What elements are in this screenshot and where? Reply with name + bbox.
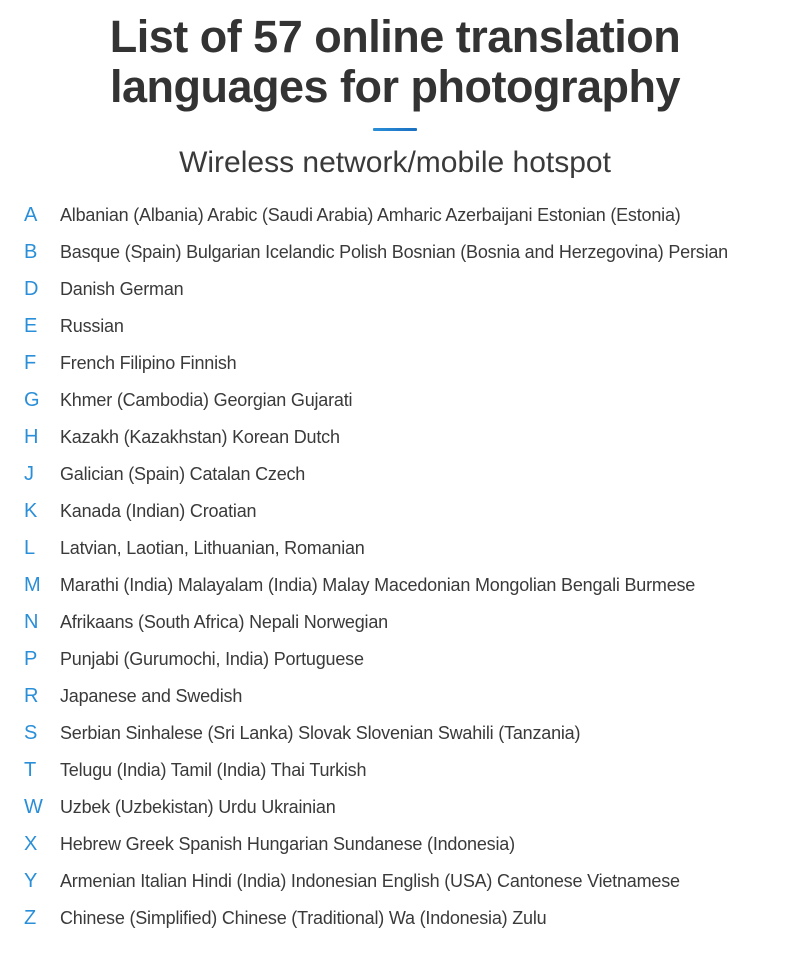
language-row [0,826,790,863]
language-row [0,308,790,345]
language-row [0,271,790,308]
language-row [0,641,790,678]
language-row [0,900,790,937]
language-names: Kazakh (Kazakhstan) Korean Dutch [60,427,340,447]
language-names: French Filipino Finnish [60,353,237,373]
index-letter: L [24,537,36,559]
index-letter: R [24,685,39,707]
language-row [0,752,790,789]
language-row [0,345,790,382]
index-letter: H [24,426,39,448]
index-letter: K [24,500,38,522]
language-names: Punjabi (Gurumochi, India) Portuguese [60,649,364,669]
language-row [0,197,790,234]
title-line-2: languages for photography [109,61,681,112]
language-row [0,567,790,604]
index-letter: E [24,315,38,337]
index-letter: X [24,833,38,855]
index-letter: D [24,278,39,300]
index-letter: Z [24,907,37,929]
language-names: Latvian, Laotian, Lithuanian, Romanian [60,538,365,558]
index-letter: A [24,204,38,226]
language-names: Afrikaans (South Africa) Nepali Norwegian [60,612,388,632]
page-header [0,0,790,181]
language-row [0,493,790,530]
language-row [0,789,790,826]
language-row [0,456,790,493]
language-row [0,863,790,900]
index-letter: Y [24,870,38,892]
language-row [0,715,790,752]
index-letter: J [24,463,34,485]
language-names: Telugu (India) Tamil (India) Thai Turkish [60,760,367,780]
language-row [0,604,790,641]
language-names: Danish German [60,279,184,299]
language-row [0,419,790,456]
language-names: Hebrew Greek Spanish Hungarian Sundanese (Indonesia) [60,834,515,854]
index-letter: F [24,352,37,374]
language-names: Russian [60,316,124,336]
language-names: Japanese and Swedish [60,686,243,706]
language-row [0,678,790,715]
index-letter: M [24,574,41,596]
index-letter: B [24,241,38,263]
language-names: Marathi (India) Malayalam (India) Malay Macedonian Mongolian Bengali Burmese [60,575,696,595]
index-letter: P [24,648,38,670]
language-names: Galician (Spain) Catalan Czech [60,464,306,484]
language-list [0,197,790,937]
language-names: Uzbek (Uzbekistan) Urdu Ukrainian [60,797,336,817]
index-letter: T [24,759,37,781]
language-names: Albanian (Albania) Arabic (Saudi Arabia) Amharic Azerbaijani Estonian (Estonia) [60,205,681,225]
language-row [0,234,790,271]
language-row [0,382,790,419]
language-names: Kanada (Indian) Croatian [60,501,257,521]
language-names: Basque (Spain) Bulgarian Icelandic Polish Bosnian (Bosnia and Herzegovina) Persian [60,242,728,262]
index-letter: S [24,722,38,744]
page-subtitle: Wireless network/mobile hotspot [179,146,611,179]
language-names: Serbian Sinhalese (Sri Lanka) Slovak Slovenian Swahili (Tanzania) [60,723,581,743]
index-letter: G [24,389,40,411]
index-letter: N [24,611,39,633]
language-row [0,530,790,567]
index-letter: W [24,796,43,818]
title-line-1: List of 57 online translation [109,11,681,62]
language-names: Armenian Italian Hindi (India) Indonesian English (USA) Cantonese Vietnamese [60,871,680,891]
language-names: Khmer (Cambodia) Georgian Gujarati [60,390,353,410]
language-names: Chinese (Simplified) Chinese (Traditional) Wa (Indonesia) Zulu [60,908,547,928]
title-divider [373,128,417,131]
page-title [0,12,790,112]
